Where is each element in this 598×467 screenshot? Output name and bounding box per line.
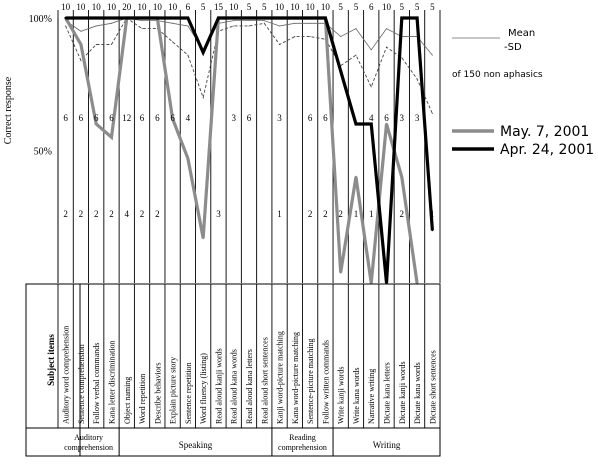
score-number: 1 xyxy=(277,209,282,219)
score-number: 1 xyxy=(353,209,359,219)
score-number: 10 xyxy=(137,2,147,12)
series-point xyxy=(249,20,250,21)
score-number: 2 xyxy=(78,209,84,219)
score-number: 2 xyxy=(155,209,160,219)
score-number: 12 xyxy=(122,113,132,123)
series-point xyxy=(202,237,204,239)
series-point xyxy=(187,55,188,56)
group-label: Speaking xyxy=(178,440,213,450)
score-number: 6 xyxy=(246,113,252,123)
y-tick-label: 50% xyxy=(33,146,52,158)
legend-note: of 150 non aphasics xyxy=(452,70,543,80)
table-header-label: Subject items xyxy=(46,334,56,386)
category-label: Dictate kanji words xyxy=(397,361,407,424)
group-label: comprehension xyxy=(64,443,113,452)
series-point xyxy=(432,113,433,114)
series-point xyxy=(248,17,250,19)
series-point xyxy=(142,20,143,21)
score-number: 10 xyxy=(229,2,239,12)
category-label: Sentence-picture matching xyxy=(306,338,316,424)
category-label: Sentence comprehension xyxy=(76,344,86,424)
series-point xyxy=(80,60,81,61)
score-number: 10 xyxy=(305,2,315,12)
score-number: 5 xyxy=(353,2,359,12)
score-number: 3 xyxy=(414,113,420,123)
series-point xyxy=(111,23,112,24)
score-number: 15 xyxy=(213,2,223,12)
group-label: Auditory xyxy=(74,433,104,442)
series-point xyxy=(431,229,433,231)
category-label: Follow verbal commands xyxy=(92,342,102,424)
score-number: 6 xyxy=(170,113,175,123)
series-point xyxy=(371,86,372,87)
score-number: 5 xyxy=(200,2,206,12)
series-point xyxy=(385,123,387,125)
series-point xyxy=(142,28,143,29)
series-point xyxy=(202,51,204,53)
score-number: 10 xyxy=(76,2,86,12)
series-point xyxy=(233,17,235,19)
score-number: 6 xyxy=(78,113,84,123)
score-number: 6 xyxy=(63,113,68,123)
y-tick-label: 100% xyxy=(28,14,52,25)
score-number: 10 xyxy=(290,2,300,12)
score-number: 2 xyxy=(338,209,343,219)
score-number: 5 xyxy=(246,2,252,12)
series-point xyxy=(233,20,234,21)
series-point xyxy=(64,17,66,19)
series-point xyxy=(80,31,81,32)
category-label: Write kanji words xyxy=(336,366,346,424)
category-label: Word repetition xyxy=(138,373,148,424)
series-point xyxy=(386,47,387,48)
series-point xyxy=(355,176,357,178)
score-number: 10 xyxy=(152,2,162,12)
series-point xyxy=(233,25,234,26)
score-number: 20 xyxy=(122,2,132,12)
series-point xyxy=(401,57,402,58)
series-point xyxy=(96,25,97,26)
series-point xyxy=(340,36,341,37)
series-point xyxy=(355,55,356,56)
series-point xyxy=(263,17,265,19)
group-label: comprehension xyxy=(278,443,327,452)
series-point xyxy=(187,17,189,19)
series-point xyxy=(355,123,357,125)
score-number: 3 xyxy=(277,113,282,123)
axis-labels xyxy=(3,14,52,158)
category-label: Read aloud kana letters xyxy=(245,349,254,424)
legend-label: Apr. 24, 2001 xyxy=(500,142,595,158)
series-point xyxy=(172,41,173,42)
series-point xyxy=(110,136,112,138)
score-number: 2 xyxy=(93,209,99,219)
series-point xyxy=(339,70,341,72)
score-number: 6 xyxy=(109,113,114,123)
category-label: Dictate kana letters xyxy=(382,362,392,424)
series-point xyxy=(416,17,418,19)
score-number: 6 xyxy=(185,2,191,12)
series-point xyxy=(386,28,387,29)
score-number: 10 xyxy=(61,2,71,12)
score-number: 5 xyxy=(262,2,267,12)
series-point xyxy=(65,25,66,26)
series-line xyxy=(66,18,433,55)
score-number: 5 xyxy=(430,2,435,12)
score-number: 6 xyxy=(139,113,145,123)
score-number: 2 xyxy=(307,209,313,219)
series-point xyxy=(187,25,188,26)
series-point xyxy=(417,78,418,79)
series-point xyxy=(371,49,372,50)
score-number: 5 xyxy=(338,2,343,12)
series-point xyxy=(339,271,341,273)
group-label: Reading xyxy=(289,433,316,442)
category-label: Dictate short sentences xyxy=(428,350,438,424)
category-label: Kana word-picture matching xyxy=(290,332,300,424)
category-label: Dictate kana words xyxy=(413,362,423,424)
legend-label: May. 7, 2001 xyxy=(500,124,590,140)
series-point xyxy=(80,17,82,19)
score-number: 2 xyxy=(139,209,145,219)
y-axis-label: Correct response xyxy=(3,76,14,145)
category-label: Word fluency (listing) xyxy=(199,353,209,424)
score-number: 10 xyxy=(382,2,392,12)
series-point xyxy=(141,17,143,19)
category-label: Kanji word-picture matching xyxy=(275,331,285,424)
series-point xyxy=(111,44,112,45)
score-number: 5 xyxy=(414,2,420,12)
score-number: 6 xyxy=(368,2,374,12)
series-point xyxy=(294,23,295,24)
score-number: 6 xyxy=(155,113,160,123)
score-number: 6 xyxy=(93,113,99,123)
category-label: Narrative writing xyxy=(367,368,377,424)
series-point xyxy=(310,36,311,37)
series-point xyxy=(401,17,403,19)
category-label: Object naming xyxy=(122,376,132,424)
score-number: 2 xyxy=(323,209,328,219)
series-point xyxy=(401,176,403,178)
score-number: 2 xyxy=(399,209,405,219)
series-point xyxy=(80,43,82,45)
score-number: 2 xyxy=(109,209,114,219)
series-point xyxy=(156,17,158,19)
score-number: 10 xyxy=(275,2,285,12)
score-number: 3 xyxy=(216,209,221,219)
category-label: Sentence repetition xyxy=(183,362,193,424)
category-label: Follow written commands xyxy=(321,340,331,424)
series-point xyxy=(217,17,219,19)
series-point xyxy=(264,20,265,21)
category-label: Read aloud kanji words xyxy=(214,348,224,424)
series-point xyxy=(370,123,372,125)
series-point xyxy=(249,25,250,26)
score-number: 2 xyxy=(63,209,68,219)
subject-items-table xyxy=(26,284,440,456)
category-label: Write kana words xyxy=(351,367,361,424)
score-number: 1 xyxy=(368,209,374,219)
score-number: 10 xyxy=(91,2,101,12)
score-number: 3 xyxy=(231,113,236,123)
score-number: 6 xyxy=(384,113,389,123)
series-point xyxy=(95,17,97,19)
legend-sd-label: -SD xyxy=(504,42,522,53)
series-point xyxy=(126,17,128,19)
series-point xyxy=(310,23,311,24)
series-point xyxy=(355,28,356,29)
score-number: 4 xyxy=(185,113,191,123)
category-label: Kana letter discrimination xyxy=(107,340,117,424)
category-label: Describe behaviors xyxy=(153,362,163,424)
score-number: 10 xyxy=(106,2,116,12)
series-point xyxy=(110,17,112,19)
score-number: 1 xyxy=(430,209,435,219)
score-number: 5 xyxy=(399,2,405,12)
score-number: 10 xyxy=(168,2,178,12)
series-point xyxy=(294,36,295,37)
legend xyxy=(452,28,594,158)
series-point xyxy=(294,17,296,19)
category-label: Read aloud short sentences xyxy=(260,337,270,424)
series-point xyxy=(324,17,326,19)
group-label: Writing xyxy=(372,440,401,450)
series-point xyxy=(264,23,265,24)
series-point xyxy=(432,55,433,56)
category-label: Auditory word comprehension xyxy=(61,325,71,424)
category-label: Read aloud kana words xyxy=(229,349,239,424)
score-number: 10 xyxy=(320,2,330,12)
series-point xyxy=(279,25,280,26)
series-point xyxy=(95,123,97,125)
score-number: 4 xyxy=(124,209,130,219)
series-point xyxy=(203,97,204,98)
series-layer xyxy=(64,17,433,284)
score-number: 6 xyxy=(307,113,313,123)
series-point xyxy=(279,44,280,45)
score-number: 6 xyxy=(323,113,328,123)
series-point xyxy=(278,17,280,19)
series-point xyxy=(96,44,97,45)
series-point xyxy=(171,17,173,19)
legend-mean-label: Mean xyxy=(508,28,536,39)
score-number: 4 xyxy=(368,113,374,123)
series-point xyxy=(309,17,311,19)
category-label: Explain picture story xyxy=(168,356,178,424)
score-number: 3 xyxy=(399,113,405,123)
series-point xyxy=(172,23,173,24)
series-point xyxy=(187,157,189,159)
